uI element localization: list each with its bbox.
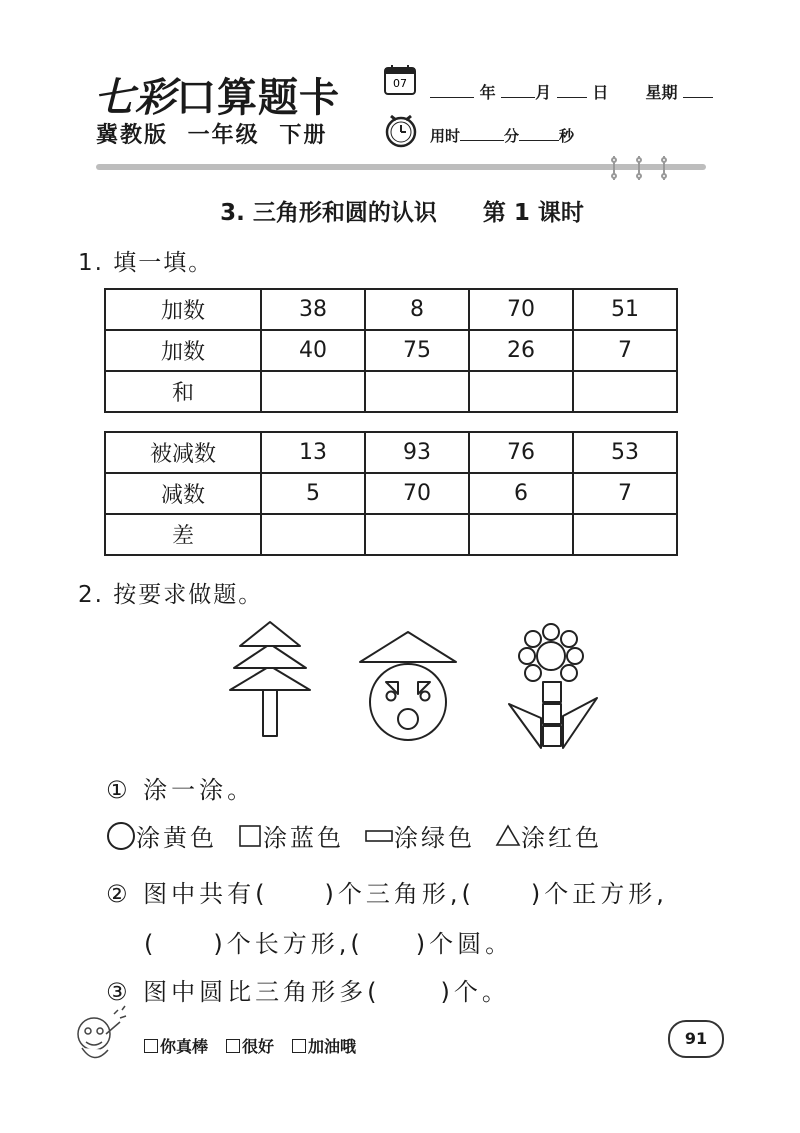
table-cell: 7 <box>573 330 677 371</box>
table-row <box>105 330 677 371</box>
table-cell: 7 <box>573 473 677 514</box>
subquestion-1: ① 涂一涂。 <box>106 776 256 804</box>
evaluation-good-label: 很好 <box>242 1037 275 1056</box>
legend-circle <box>106 818 217 853</box>
rectangle-icon <box>364 823 394 849</box>
circle-shape[interactable] <box>525 665 541 681</box>
difference-answer-cell[interactable] <box>261 514 365 555</box>
circle-shape[interactable] <box>543 624 559 640</box>
checkbox-icon[interactable] <box>144 1039 158 1053</box>
triangle-shape[interactable] <box>509 704 541 748</box>
time-used-label: 用时 <box>430 127 461 145</box>
subtraction-table <box>104 431 678 556</box>
table-cell: 76 <box>469 432 573 473</box>
sub2-text-f: )个圆。 <box>415 930 514 958</box>
table-cell: 40 <box>261 330 365 371</box>
square-icon <box>237 823 263 849</box>
circle-shape[interactable] <box>561 631 577 647</box>
table-row <box>105 371 677 412</box>
mascot-icon <box>68 1004 134 1070</box>
square-shape[interactable] <box>543 726 561 746</box>
difference-answer-cell[interactable] <box>365 514 469 555</box>
sub2-text-e: )个长方形,( <box>213 930 364 958</box>
table-cell: 70 <box>469 289 573 330</box>
row-label: 差 <box>105 514 261 555</box>
square-shape[interactable] <box>543 704 561 724</box>
circle-shape[interactable] <box>519 648 535 664</box>
addition-table <box>104 288 678 413</box>
triangle-icon <box>495 823 521 849</box>
difference-answer-cell[interactable] <box>469 514 573 555</box>
month-blank[interactable] <box>501 83 535 98</box>
table-cell: 26 <box>469 330 573 371</box>
evaluation-option-great[interactable] <box>144 1034 208 1057</box>
table-row <box>105 514 677 555</box>
self-evaluation <box>144 1034 374 1057</box>
sub2-text-b: )个三角形,( <box>324 880 475 908</box>
sub2-text-d: ( <box>144 930 158 958</box>
triangle-shape[interactable] <box>563 698 597 748</box>
minutes-blank[interactable] <box>460 128 504 141</box>
divider-decoration-icon <box>606 154 676 182</box>
sub2-text-a: ② 图中共有( <box>106 880 269 908</box>
date-fields <box>430 80 713 103</box>
table-cell: 8 <box>365 289 469 330</box>
checkbox-icon[interactable] <box>292 1039 306 1053</box>
sub3-text-b: )个。 <box>440 978 510 1006</box>
question-1-title: 1. 填一填。 <box>78 250 214 276</box>
table-cell: 75 <box>365 330 469 371</box>
lesson-period: 第 1 课时 <box>482 200 584 226</box>
lesson-name: 3. 三角形和圆的认识 <box>220 200 437 226</box>
weekday-blank[interactable] <box>683 83 713 98</box>
evaluation-option-good[interactable] <box>226 1034 274 1057</box>
table-row <box>105 289 677 330</box>
page-number: 91 <box>668 1020 724 1058</box>
circle-shape[interactable] <box>537 642 565 670</box>
clock-icon <box>383 112 419 148</box>
legend-triangle <box>495 818 602 853</box>
square-shape[interactable] <box>543 682 561 702</box>
seconds-label: 秒 <box>559 127 575 145</box>
table-row <box>105 432 677 473</box>
row-label: 被减数 <box>105 432 261 473</box>
rectangle-shape[interactable] <box>263 688 277 736</box>
edition-label: 冀教版 一年级 下册 <box>96 123 328 148</box>
day-blank[interactable] <box>557 83 587 98</box>
circle-shape[interactable] <box>525 631 541 647</box>
brand-logo <box>94 66 340 123</box>
seconds-blank[interactable] <box>519 128 559 141</box>
difference-answer-cell[interactable] <box>573 514 677 555</box>
circle-shape[interactable] <box>567 648 583 664</box>
subquestion-3 <box>106 972 510 1007</box>
circle-shape[interactable] <box>561 665 577 681</box>
circle-shape[interactable] <box>387 692 396 701</box>
table-cell: 38 <box>261 289 365 330</box>
calendar-icon <box>383 64 417 96</box>
year-label: 年 <box>479 83 496 102</box>
legend-rectangle <box>364 818 475 853</box>
table-cell: 13 <box>261 432 365 473</box>
triangle-shape[interactable] <box>240 622 300 646</box>
triangle-shape[interactable] <box>360 632 456 662</box>
face-figure[interactable] <box>356 628 460 744</box>
legend-square-label: 涂蓝色 <box>263 824 344 852</box>
evaluation-option-keep-going[interactable] <box>292 1034 356 1057</box>
brand-part2: 口算题卡 <box>176 75 340 121</box>
legend-circle-label: 涂黄色 <box>136 824 217 852</box>
sum-answer-cell[interactable] <box>261 371 365 412</box>
circle-shape[interactable] <box>421 692 430 701</box>
subquestion-2-line-2 <box>144 924 513 959</box>
sum-answer-cell[interactable] <box>365 371 469 412</box>
sum-answer-cell[interactable] <box>469 371 573 412</box>
evaluation-great-label: 你真棒 <box>160 1037 209 1056</box>
circle-icon <box>106 821 136 851</box>
question-2-title: 2. 按要求做题。 <box>78 582 264 608</box>
table-cell: 53 <box>573 432 677 473</box>
minutes-label: 分 <box>504 127 520 145</box>
month-label: 月 <box>535 83 552 102</box>
legend-rectangle-label: 涂绿色 <box>394 824 475 852</box>
circle-shape[interactable] <box>398 709 418 729</box>
triangle-shape[interactable] <box>230 666 310 690</box>
table-cell: 6 <box>469 473 573 514</box>
time-used-fields <box>430 125 574 146</box>
checkbox-icon[interactable] <box>226 1039 240 1053</box>
lesson-title <box>0 194 800 227</box>
subquestion-2-line-1 <box>106 874 668 909</box>
row-label: 加数 <box>105 289 261 330</box>
year-blank[interactable] <box>430 83 474 98</box>
color-legend <box>106 818 622 853</box>
weekday-label: 星期 <box>645 83 678 102</box>
sub3-text-a: ③ 图中圆比三角形多( <box>106 978 381 1006</box>
sum-answer-cell[interactable] <box>573 371 677 412</box>
calendar-day: 07 <box>393 77 407 90</box>
row-label: 和 <box>105 371 261 412</box>
sub2-text-c: )个正方形, <box>530 880 668 908</box>
brand-part1: 七彩 <box>94 74 176 121</box>
row-label: 减数 <box>105 473 261 514</box>
table-cell: 93 <box>365 432 469 473</box>
evaluation-keep-going-label: 加油哦 <box>308 1037 357 1056</box>
row-label: 加数 <box>105 330 261 371</box>
tree-figure[interactable] <box>226 620 314 738</box>
table-row <box>105 473 677 514</box>
legend-square <box>237 818 344 853</box>
flower-figure[interactable] <box>503 620 603 752</box>
table-cell: 51 <box>573 289 677 330</box>
table-cell: 5 <box>261 473 365 514</box>
triangle-shape[interactable] <box>234 644 306 668</box>
table-cell: 70 <box>365 473 469 514</box>
day-label: 日 <box>592 83 609 102</box>
legend-triangle-label: 涂红色 <box>521 824 602 852</box>
